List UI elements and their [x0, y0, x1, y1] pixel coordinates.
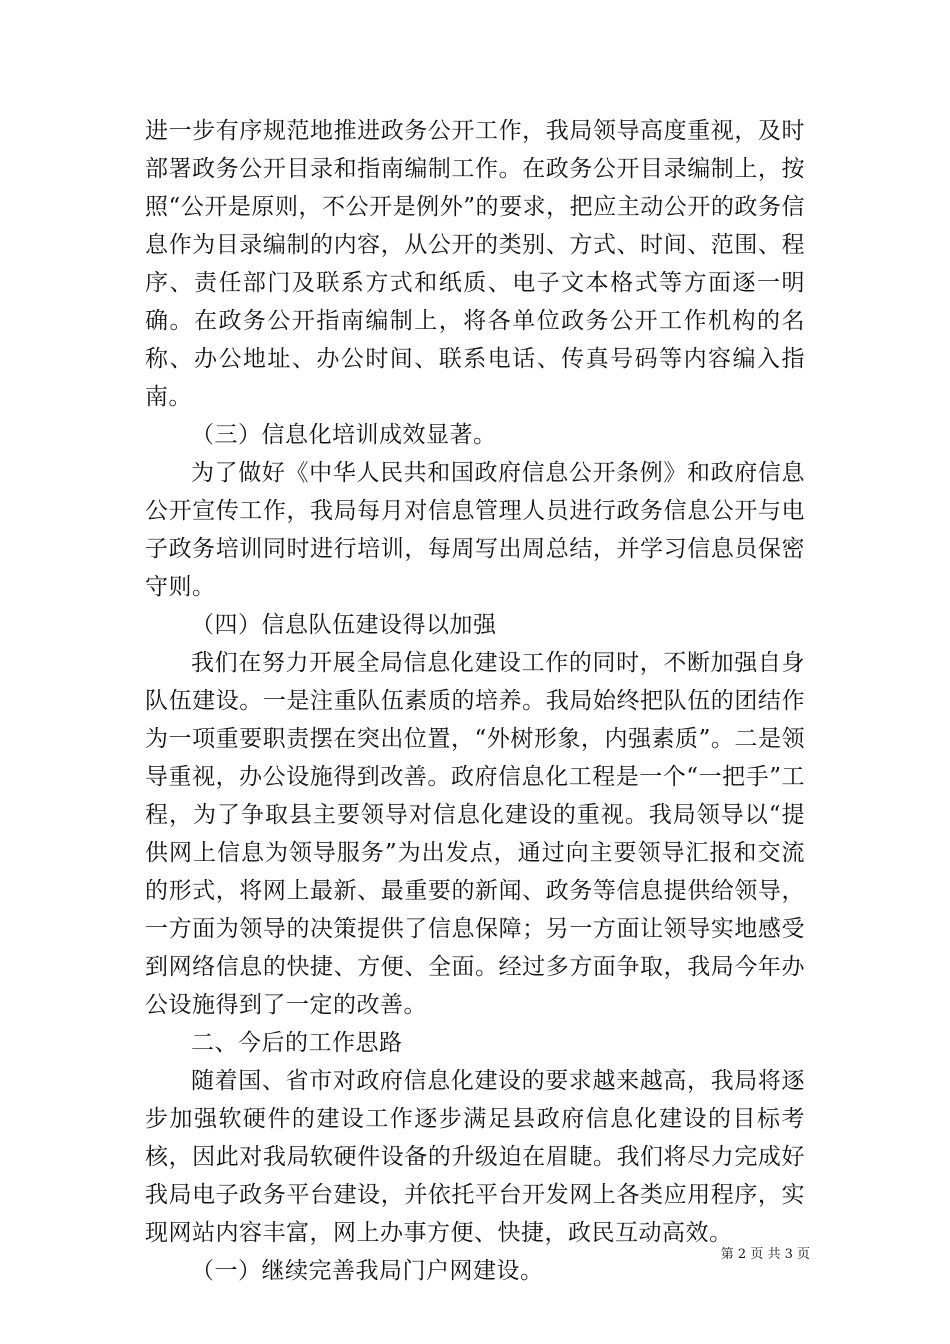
document-body	[145, 112, 805, 1290]
section-heading: 二、今后的工作思路	[191, 1030, 403, 1056]
section-heading: （三）信息化培训成效显著。	[191, 422, 497, 448]
section-heading: （一）继续完善我局门户网建设。	[191, 1258, 544, 1284]
section-heading: （四）信息队伍建设得以加强	[191, 612, 497, 638]
paragraph: 随着国、省市对政府信息化建设的要求越来越高，我局将逐步加强软硬件的建设工作逐步满足县政府信息化建设的目标考核，因此对我局软硬件设备的升级迫在眉睫。我们将尽力完成好我局电子政务平台建设，并依托平台开发网上各类应用程序，实现网站内容丰富，网上办事方便、快捷，政民互动高效。	[145, 1068, 805, 1246]
page-number-footer: 第 2 页 共 3 页	[720, 1247, 810, 1262]
paragraph-continuation: 进一步有序规范地推进政务公开工作，我局领导高度重视，及时部署政务公开目录和指南编制工作。在政务公开目录编制上，按照“公开是原则，不公开是例外”的要求，把应主动公开的政务信息作为目录编制的内容，从公开的类别、方式、时间、范围、程序、责任部门及联系方式和纸质、电子文本格式等方面逐一明确。在政务公开指南编制上，将各单位政务公开工作机构的名称、办公地址、办公时间、联系电话、传真号码等内容编入指南。	[145, 118, 805, 410]
paragraph: 我们在努力开展全局信息化建设工作的同时，不断加强自身队伍建设。一是注重队伍素质的培养。我局始终把队伍的团结作为一项重要职责摆在突出位置，“外树形象，内强素质”。二是领导重视，办公设施得到改善。政府信息化工程是一个“一把手”工程，为了争取县主要领导对信息化建设的重视。我局领导以“提供网上信息为领导服务”为出发点，通过向主要领导汇报和交流的形式，将网上最新、最重要的新闻、政务等信息提供给领导，一方面为领导的决策提供了信息保障；另一方面让领导实地感受到网络信息的快捷、方便、全面。经过多方面争取，我局今年办公设施得到了一定的改善。	[145, 650, 805, 1018]
paragraph: 为了做好《中华人民共和国政府信息公开条例》和政府信息公开宣传工作，我局每月对信息管理人员进行政务信息公开与电子政务培训同时进行培训，每周写出周总结，并学习信息员保密守则。	[145, 460, 805, 600]
